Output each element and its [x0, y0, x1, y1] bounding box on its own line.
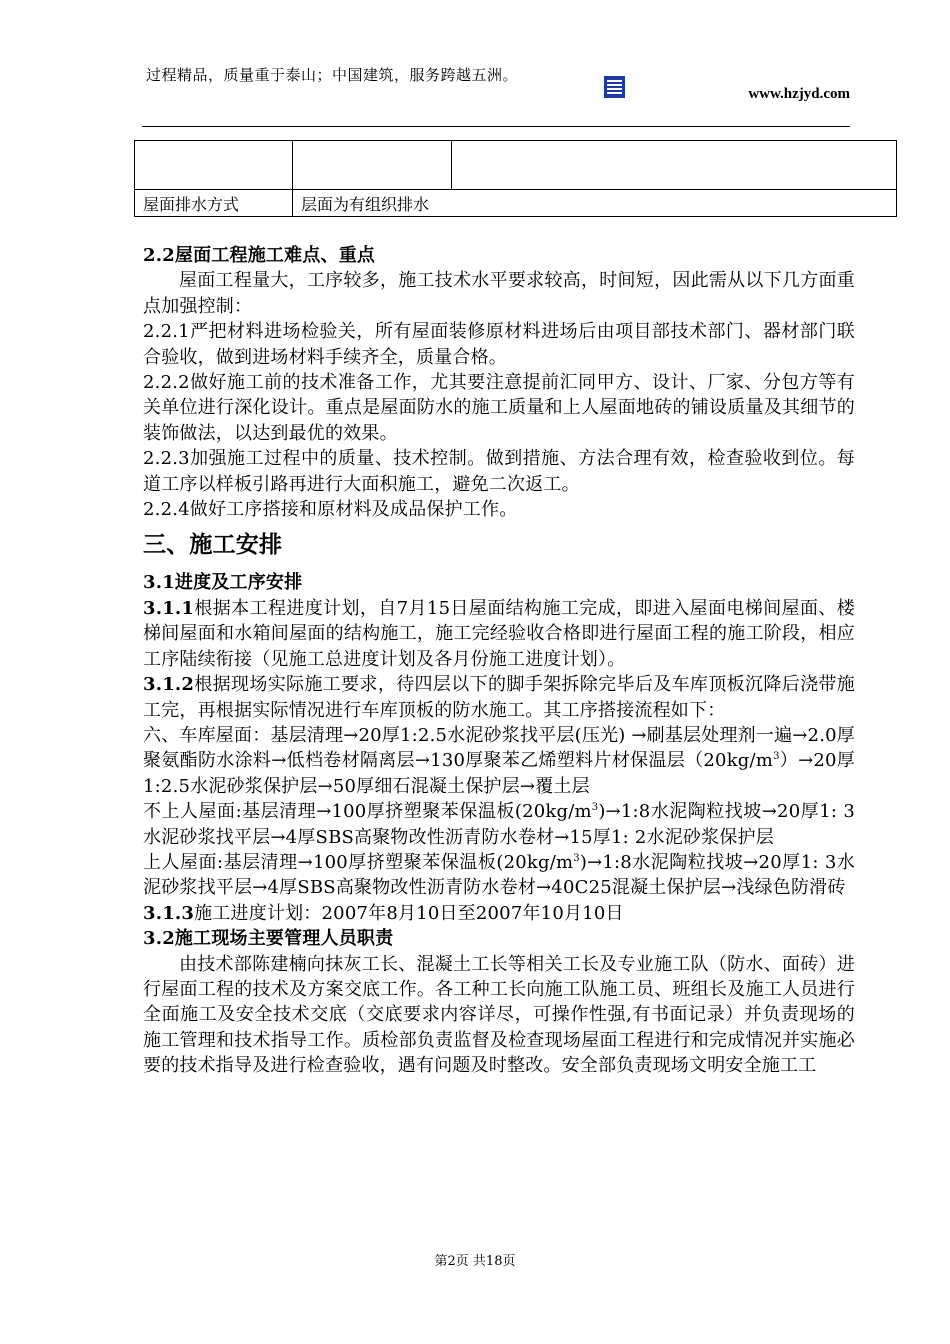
header-divider: [142, 126, 850, 127]
table-cell: [135, 141, 293, 190]
company-logo-icon: [604, 76, 625, 98]
document-body: [143, 243, 855, 1079]
paragraph: 2.2.4做好工序搭接和原材料及成品保护工作。: [143, 499, 518, 521]
paragraph: 2.2.2做好施工前的技术准备工作，尤其要注意提前汇同甲方、设计、厂家、分包方等有关单位进行深化设计。重点是屋面防水的施工质量和上人屋面地砖的铺设质量及其细节的装饰做法，以达到最优的效果。: [143, 372, 855, 444]
paragraph: 2.2.1严把材料进场检验关，所有屋面装修原材料进场后由项目部技术部门、器材部门联合验收，做到进场材料手续齐全，质量合格。: [143, 321, 855, 368]
header-url: www.hzjyd.com: [748, 86, 850, 102]
table-cell: 屋面排水方式: [135, 190, 293, 217]
paragraph: 由技术部陈建楠向抹灰工长、混凝土工长等相关工长及专业施工队（防水、面砖）进行屋面工程的技术及方案交底工作。各工种工长向施工队施工员、班组长及施工人员进行全面施工及安全技术交底（交底要求内容详尽，可操作性强,有书面记录）并负责现场的施工管理和技术指导工作。质检部负责监督及检查现场屋面工程进行和完成情况并实施必要的技术指导及进行检查验收，遇有问题及时整改。安全部负责现场文明安全施工工: [143, 953, 855, 1077]
section-heading-3-2: 3.2施工现场主要管理人员职责: [143, 928, 394, 950]
flow-accessible-roof: 上人屋面:基层清理→100厚挤塑聚苯保温板$(20kg/m^3)\to 1:8$水泥陶粒找坡→20厚1: 3水泥砂浆找平层→4厚SBS高聚物改性沥青防水卷材→40C25混凝土保护层→浅绿色防滑砖: [143, 851, 856, 899]
header-slogan: 过程精品，质量重于泰山；中国建筑，服务跨越五洲。: [146, 66, 519, 84]
chapter-heading-3: 三、施工安排: [143, 532, 283, 559]
paragraph-number: 3.1.3: [143, 902, 195, 924]
paragraph: [143, 596, 855, 672]
flow-garage-roof: 六、车库屋面：基层清理→20厚1:2.5水泥砂浆找平层(压光) →刷基层处理剂一遍→2.0厚聚氨酯防水涂料→低档卷材隔离层→130厚聚苯乙烯塑料片材保温层$(20kg/m^3)\to 20$厚1:2.5水泥砂浆保护层→50厚细石混凝土保护层→覆土层: [143, 724, 855, 797]
section-heading-3-1: 3.1进度及工序安排: [143, 572, 303, 594]
paragraph: 2.2.3加强施工过程中的质量、技术控制。做到措施、方法合理有效，检查验收到位。每道工序以样板引路再进行大面积施工，避免二次返工。: [143, 448, 855, 495]
section-heading-2-2: 2.2屋面工程施工难点、重点: [143, 245, 376, 266]
paragraph-text: 根据现场实际施工要求，待四层以下的脚手架拆除完毕后及车库顶板沉降后浇带施工完，再根据实际情况进行车库顶板的防水施工。其工序搭接流程如下：: [143, 674, 855, 721]
paragraph: [143, 901, 855, 926]
paragraph-text: 根据本工程进度计划，自7月15日屋面结构施工完成，即进入屋面电梯间屋面、楼梯间屋面和水箱间屋面的结构施工，施工完经验收合格即进行屋面工程的施工阶段，相应工序陆续衔接（见施工总进度计划及各月份施工进度计划）。: [143, 597, 855, 670]
table-cell: [452, 141, 897, 190]
page-number: 第2页 共18页: [434, 1254, 516, 1269]
table-row: [135, 190, 897, 217]
table-cell: [293, 141, 452, 190]
table-cell: 层面为有组织排水: [293, 190, 897, 217]
paragraph-number: 3.1.2: [143, 674, 195, 696]
paragraph-number: 3.1.1: [143, 597, 195, 619]
spec-table: [134, 140, 897, 217]
paragraph: [143, 672, 855, 723]
flow-non-accessible-roof: 不上人屋面:基层清理→100厚挤塑聚苯保温板$(20kg/m^3)\to 1:8$水泥陶粒找坡→20厚1: 3水泥砂浆找平层→4厚SBS高聚物改性沥青防水卷材→15厚1: 2水泥砂浆保护层: [143, 801, 855, 848]
table-row: [135, 141, 897, 190]
paragraph-text: 施工进度计划：2007年8月10日至2007年10月10日: [194, 902, 624, 924]
paragraph: 屋面工程量大，工序较多，施工技术水平要求较高，时间短，因此需从以下几方面重点加强控制：: [143, 270, 855, 317]
